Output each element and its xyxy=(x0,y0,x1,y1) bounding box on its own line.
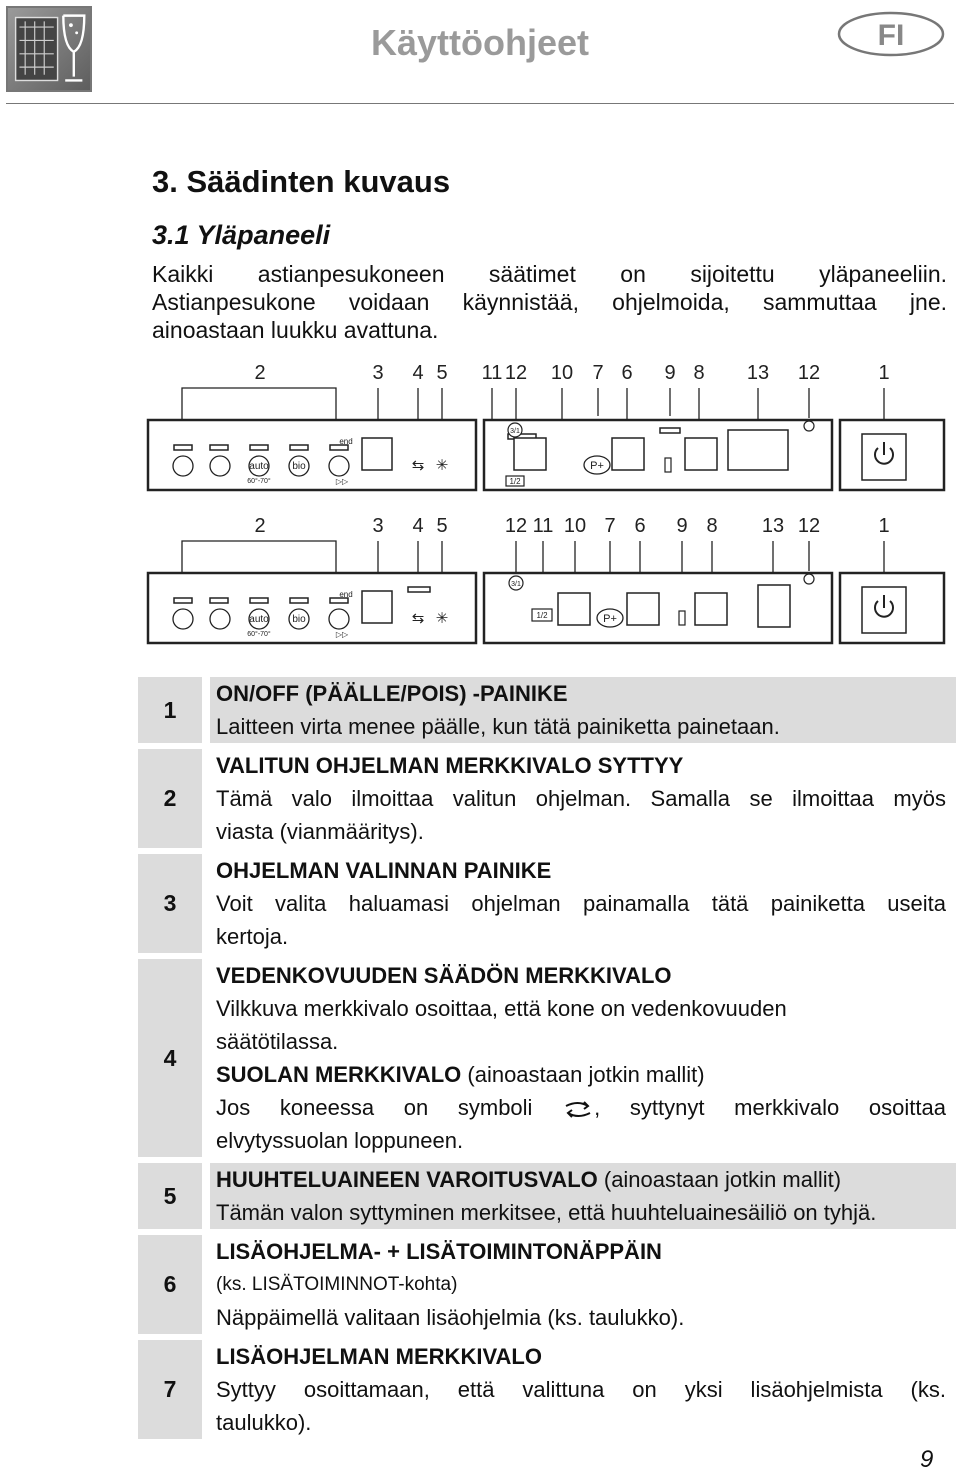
page-title: Käyttöohjeet xyxy=(370,22,590,63)
row-title: LISÄOHJELMA- + LISÄTOIMINTONÄPPÄIN xyxy=(216,1239,662,1264)
table-row xyxy=(138,1235,956,1334)
indicator-light xyxy=(174,445,192,450)
row-title-line xyxy=(210,1163,956,1196)
program-select-button[interactable] xyxy=(362,438,392,470)
callout-number: 6 xyxy=(621,362,633,384)
table-row xyxy=(138,959,956,1157)
callout-number: 4 xyxy=(412,362,424,384)
glass-icon xyxy=(210,609,230,629)
row-text: (ks. LISÄTOIMINNOT-kohta) xyxy=(216,1274,458,1295)
callout-number: 7 xyxy=(604,515,616,537)
three-in-one-label: 3/1 xyxy=(511,581,521,588)
row-number: 2 xyxy=(138,749,202,848)
prewash-icon xyxy=(173,456,193,476)
callout-number: 5 xyxy=(436,362,448,384)
callout-number: 2 xyxy=(254,362,266,384)
row-text-part: , syttynyt merkkivalo osoittaa xyxy=(594,1095,946,1120)
row-text: Vilkkuva merkkivalo osoittaa, että kone on vedenkovuuden xyxy=(216,996,787,1021)
callout-number: 8 xyxy=(693,362,705,384)
row-text: Laitteen virta menee päälle, kun tätä painiketta painetaan. xyxy=(210,710,956,743)
salt-symbol-icon xyxy=(562,1098,594,1120)
row-number: 4 xyxy=(138,959,202,1157)
row-title-suffix: (ainoastaan jotkin mallit) xyxy=(461,1062,705,1087)
glass-icon xyxy=(210,456,230,476)
callout-number: 2 xyxy=(254,515,266,537)
salt-icon: ⇆ xyxy=(411,610,425,627)
callout-number: 11 xyxy=(481,362,503,384)
rinse-aid-icon: ✳ xyxy=(435,457,449,474)
row-number: 3 xyxy=(138,854,202,953)
callout-number: 9 xyxy=(676,515,688,537)
pot-icon xyxy=(329,609,349,629)
half-load-label: 1/2 xyxy=(536,611,548,620)
row-text: taulukko). xyxy=(216,1410,312,1435)
header-divider xyxy=(6,103,954,104)
row-description xyxy=(210,1163,956,1229)
row-description xyxy=(210,677,956,743)
delay-display xyxy=(758,585,790,627)
prewash-icon xyxy=(173,609,193,629)
callout-number: 12 xyxy=(504,362,528,384)
half-load-button[interactable] xyxy=(514,438,546,470)
table-row xyxy=(138,854,956,953)
row-description xyxy=(210,959,956,1157)
callout-number: 12 xyxy=(797,515,821,537)
delay-display xyxy=(728,430,788,470)
power-button[interactable] xyxy=(862,434,906,480)
language-badge xyxy=(836,10,946,58)
row-text-part: Jos koneessa on symboli xyxy=(216,1095,533,1120)
bio-label: bio xyxy=(292,614,306,625)
row-description xyxy=(210,749,956,848)
callout-number: 3 xyxy=(372,362,384,384)
indicator-light xyxy=(210,445,228,450)
callout-number: 6 xyxy=(634,515,646,537)
half-load-label: 1/2 xyxy=(509,477,521,486)
callout-number: 5 xyxy=(436,515,448,537)
callout-number: 1 xyxy=(878,515,890,537)
callout-number: 13 xyxy=(761,515,785,537)
row-text: elvytyssuolan loppuneen. xyxy=(216,1128,464,1153)
row-text: Syttyy osoittamaan, että valittuna on yksi lisäohjelmista (ks. xyxy=(216,1377,946,1402)
row-title: ON/OFF (PÄÄLLE/POIS) -PAINIKE xyxy=(210,677,956,710)
row-number: 5 xyxy=(138,1163,202,1229)
row-text: Tämän valon syttyminen merkitsee, että huuhteluainesäiliö on tyhjä. xyxy=(210,1196,956,1229)
clock-icon xyxy=(804,421,814,431)
row-number: 6 xyxy=(138,1235,202,1334)
end-label: end xyxy=(339,590,353,599)
callout-number: 10 xyxy=(563,515,587,537)
row-number: 1 xyxy=(138,677,202,743)
indicator-light xyxy=(174,598,192,603)
row-description xyxy=(210,854,956,953)
row-description xyxy=(210,1235,956,1334)
power-button[interactable] xyxy=(862,587,906,633)
row-text: Näppäimellä valitaan lisäohjelmia (ks. taulukko). xyxy=(216,1305,685,1330)
indicator-light xyxy=(660,428,680,433)
intro-line: ainoastaan luukku avattuna. xyxy=(152,317,439,343)
page-number: 9 xyxy=(920,1446,934,1473)
row-text xyxy=(216,1091,946,1124)
row-text: säätötilassa. xyxy=(216,1029,339,1054)
callout-number: 11 xyxy=(532,515,554,537)
bottle-icon xyxy=(665,458,671,472)
table-row xyxy=(138,677,956,743)
p-plus-label: P+ xyxy=(590,460,604,472)
section-heading: 3. Säädinten kuvaus xyxy=(152,164,451,199)
row-title: LISÄOHJELMAN MERKKIVALO xyxy=(216,1344,542,1369)
control-panel-diagram-1 xyxy=(140,362,950,502)
indicator-light xyxy=(210,598,228,603)
callout-number: 9 xyxy=(664,362,676,384)
salt-icon: ⇆ xyxy=(411,457,425,474)
row-text: viasta (vianmääritys). xyxy=(216,819,424,844)
language-code: FI xyxy=(877,19,905,52)
sub-heading: 3.1 Yläpaneeli xyxy=(152,220,331,250)
p-plus-label: P+ xyxy=(603,613,617,625)
legend-table xyxy=(138,671,956,1445)
row-title: VALITUN OHJELMAN MERKKIVALO SYTTYY xyxy=(216,753,684,778)
bottle-icon xyxy=(679,611,685,625)
play-icon: ▷▷ xyxy=(335,630,349,639)
row-text: kertoja. xyxy=(216,924,289,949)
intro-paragraph xyxy=(152,260,947,344)
row-text: Tämä valo ilmoittaa valitun ohjelman. Samalla se ilmoittaa myös xyxy=(216,786,946,811)
control-panel-diagram-2 xyxy=(140,515,950,655)
option-button[interactable] xyxy=(612,438,644,470)
row-subtitle xyxy=(216,1058,946,1091)
row-description xyxy=(210,1340,956,1439)
row-text: Voit valita haluamasi ohjelman painamalla tätä painiketta useita xyxy=(216,891,946,916)
clock-icon xyxy=(804,574,814,584)
temp-label: 60°-70° xyxy=(247,631,271,638)
rinse-aid-icon: ✳ xyxy=(435,610,449,627)
bio-label: bio xyxy=(292,461,306,472)
half-load-button[interactable] xyxy=(558,593,590,625)
table-row xyxy=(138,749,956,848)
indicator-light xyxy=(290,598,308,603)
end-label: end xyxy=(339,437,353,446)
row-title: OHJELMAN VALINNAN PAINIKE xyxy=(216,858,552,883)
program-select-button[interactable] xyxy=(362,591,392,623)
row-title: SUOLAN MERKKIVALO xyxy=(216,1062,462,1087)
callout-number: 3 xyxy=(372,515,384,537)
callout-number: 4 xyxy=(412,515,424,537)
row-title-suffix: (ainoastaan jotkin mallit) xyxy=(597,1167,842,1192)
callout-number: 10 xyxy=(550,362,574,384)
auto-label: auto xyxy=(249,461,269,472)
option-button-2[interactable] xyxy=(685,438,717,470)
callout-number: 1 xyxy=(878,362,890,384)
callout-number: 7 xyxy=(592,362,604,384)
indicator-light xyxy=(250,445,268,450)
table-row xyxy=(138,1340,956,1439)
intro-line: Kaikki astianpesukoneen säätimet on sijoitettu yläpaneeliin. xyxy=(152,261,947,287)
three-in-one-label: 3/1 xyxy=(510,428,520,435)
row-title: HUUHTELUAINEEN VAROITUSVALO xyxy=(216,1167,598,1192)
indicator-light xyxy=(290,445,308,450)
option-button-2[interactable] xyxy=(695,593,727,625)
row-title: VEDENKOVUUDEN SÄÄDÖN MERKKIVALO xyxy=(216,963,672,988)
option-button[interactable] xyxy=(627,593,659,625)
pot-icon xyxy=(329,456,349,476)
row-number: 7 xyxy=(138,1340,202,1439)
callout-number: 8 xyxy=(706,515,718,537)
intro-line: Astianpesukone voidaan käynnistää, ohjelmoida, sammuttaa jne. xyxy=(152,289,947,315)
callout-number: 12 xyxy=(797,362,821,384)
auto-label: auto xyxy=(249,614,269,625)
play-icon: ▷▷ xyxy=(335,477,349,486)
temp-label: 60°-70° xyxy=(247,478,271,485)
indicator-light xyxy=(408,587,430,592)
table-row xyxy=(138,1163,956,1229)
callout-number: 13 xyxy=(746,362,770,384)
indicator-light xyxy=(250,598,268,603)
callout-number: 12 xyxy=(504,515,528,537)
